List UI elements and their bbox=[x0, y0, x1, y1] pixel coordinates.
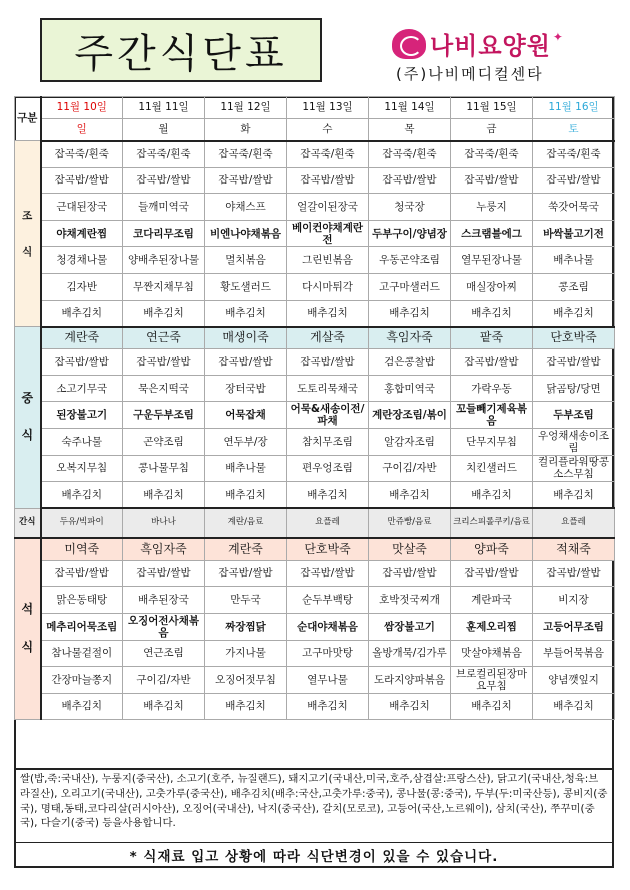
day-weekday: 금 bbox=[451, 119, 533, 141]
breakfast-menu-item: 두부구이/양념장 bbox=[369, 220, 451, 247]
lunch-porridge: 연근죽 bbox=[123, 327, 205, 349]
dinner-menu-item: 배추김치 bbox=[123, 693, 205, 720]
breakfast-menu-item: 잡곡죽/흰죽 bbox=[41, 141, 123, 168]
logo-company: (주)나비메디컬센타 bbox=[396, 65, 544, 83]
dinner-menu-item: 계란파국 bbox=[451, 587, 533, 614]
dinner-menu-item: 잡곡밥/쌀밥 bbox=[451, 560, 533, 587]
breakfast-menu-item: 잡곡죽/흰죽 bbox=[369, 141, 451, 168]
breakfast-menu-item: 잡곡밥/쌀밥 bbox=[533, 167, 615, 194]
dinner-menu-item: 배추김치 bbox=[41, 693, 123, 720]
breakfast-menu-item: 잡곡죽/흰죽 bbox=[451, 141, 533, 168]
snack-item: 바나나 bbox=[123, 508, 205, 538]
dinner-menu-item: 배추김치 bbox=[205, 693, 287, 720]
dinner-menu-item: 맑은동태탕 bbox=[41, 587, 123, 614]
dinner-menu-item: 고구마맛탕 bbox=[287, 640, 369, 667]
breakfast-menu-item: 배추김치 bbox=[41, 300, 123, 327]
breakfast-menu-item: 배추나물 bbox=[533, 247, 615, 274]
breakfast-menu-item: 스크램블에그 bbox=[451, 220, 533, 247]
lunch-label bbox=[15, 327, 41, 509]
lunch-menu-item: 잡곡밥/쌀밥 bbox=[451, 349, 533, 376]
lunch-menu-item: 어묵잡채 bbox=[205, 402, 287, 429]
breakfast-menu-item: 들깨미역국 bbox=[123, 194, 205, 221]
dinner-porridge: 미역죽 bbox=[41, 538, 123, 560]
day-weekday: 목 bbox=[369, 119, 451, 141]
dinner-menu-item: 부들어묵볶음 bbox=[533, 640, 615, 667]
lunch-menu-item: 가락우동 bbox=[451, 375, 533, 402]
breakfast-menu-item: 열무된장나물 bbox=[451, 247, 533, 274]
lunch-menu-item: 알감자조림 bbox=[369, 428, 451, 455]
lunch-menu-item: 잡곡밥/쌀밥 bbox=[533, 349, 615, 376]
breakfast-menu-item: 고구마샐러드 bbox=[369, 273, 451, 300]
dinner-menu-item: 잡곡밥/쌀밥 bbox=[533, 560, 615, 587]
dinner-menu-item: 간장마늘쫑지 bbox=[41, 667, 123, 694]
dinner-porridge: 양파죽 bbox=[451, 538, 533, 560]
lunch-porridge: 흑임자죽 bbox=[369, 327, 451, 349]
breakfast-menu-item: 잡곡밥/쌀밥 bbox=[369, 167, 451, 194]
origin-notes: 쌀(밥,죽:국내산), 누룽지(중국산), 소고기(호주, 뉴질랜드), 돼지고기(국내산,미국,호주,삼겹살:프랑스산), 닭고기(국내산,청육:브라질산), 오리고기(국내산), 고춧가루(중국산), 배추김치(배추:국산,고춧가루:중국), 콩나물(콩:중국), 두부(두:미국산등), 콩비지(중국), 명태,동태,코다리살(러시아산), 오징어(국내산), 낙지(중국산), 갈치(모로코), 고등어(국산,노르웨이), 삼치(국산), 쭈꾸미(중국), 다슬기(중국) 등을사용합니다. bbox=[16, 768, 612, 842]
lunch-menu-item: 어묵&새송이전/파채 bbox=[287, 402, 369, 429]
lunch-menu-item: 배추김치 bbox=[533, 482, 615, 509]
dinner-menu-item: 잡곡밥/쌀밥 bbox=[205, 560, 287, 587]
dinner-menu-item: 연근조림 bbox=[123, 640, 205, 667]
dinner-menu-item: 오징어젓무침 bbox=[205, 667, 287, 694]
dinner-menu-item: 호박젓국찌개 bbox=[369, 587, 451, 614]
breakfast-menu-item: 잡곡죽/흰죽 bbox=[287, 141, 369, 168]
dinner-menu-item: 배추김치 bbox=[451, 693, 533, 720]
lunch-menu-item: 잡곡밥/쌀밥 bbox=[41, 349, 123, 376]
lunch-menu-item: 배추나물 bbox=[205, 455, 287, 482]
lunch-menu-item: 구운두부조림 bbox=[123, 402, 205, 429]
breakfast-menu-item: 베이컨야채계란전 bbox=[287, 220, 369, 247]
lunch-label-char: 식 bbox=[21, 428, 34, 443]
breakfast-menu-item: 근대된장국 bbox=[41, 194, 123, 221]
breakfast-menu-item: 배추김치 bbox=[287, 300, 369, 327]
snack-label: 간식 bbox=[15, 508, 41, 538]
breakfast-menu-item: 잡곡죽/흰죽 bbox=[533, 141, 615, 168]
dinner-menu-item: 고등어무조림 bbox=[533, 613, 615, 640]
day-weekday: 화 bbox=[205, 119, 287, 141]
lunch-menu-item: 계란장조림/볶이 bbox=[369, 402, 451, 429]
dinner-porridge: 적채죽 bbox=[533, 538, 615, 560]
lunch-menu-item: 잡곡밥/쌀밥 bbox=[123, 349, 205, 376]
dinner-menu-item: 잡곡밥/쌀밥 bbox=[287, 560, 369, 587]
breakfast-menu-item: 청국장 bbox=[369, 194, 451, 221]
lunch-label-char: 중 bbox=[21, 390, 34, 405]
dinner-menu-item: 비지장 bbox=[533, 587, 615, 614]
lunch-menu-item: 잡곡밥/쌀밥 bbox=[205, 349, 287, 376]
snack-item: 요플레 bbox=[533, 508, 615, 538]
lunch-porridge: 팥죽 bbox=[451, 327, 533, 349]
dinner-menu-item: 가지나물 bbox=[205, 640, 287, 667]
breakfast-menu-item: 배추김치 bbox=[451, 300, 533, 327]
logo bbox=[392, 26, 602, 88]
dinner-menu-item: 양념깻잎지 bbox=[533, 667, 615, 694]
snack-item: 만쥬빵/음료 bbox=[369, 508, 451, 538]
day-date: 11월 14일 bbox=[369, 97, 451, 119]
day-date: 11월 11일 bbox=[123, 97, 205, 119]
day-weekday: 일 bbox=[41, 119, 123, 141]
breakfast-menu-item: 배추김치 bbox=[205, 300, 287, 327]
breakfast-menu-item: 코다리무조림 bbox=[123, 220, 205, 247]
day-date: 11월 13일 bbox=[287, 97, 369, 119]
breakfast-menu-item: 잡곡밥/쌀밥 bbox=[451, 167, 533, 194]
lunch-menu-item: 두부조림 bbox=[533, 402, 615, 429]
lunch-menu-item: 우엉채새송이조림 bbox=[533, 428, 615, 455]
snack-item: 크리스피롤쿠키/음료 bbox=[451, 508, 533, 538]
lunch-menu-item: 치킨샐러드 bbox=[451, 455, 533, 482]
lunch-porridge: 매생이죽 bbox=[205, 327, 287, 349]
dinner-menu-item: 도라지양파볶음 bbox=[369, 667, 451, 694]
lunch-menu-item: 구이김/자반 bbox=[369, 455, 451, 482]
lunch-menu-item: 검은콩찰밥 bbox=[369, 349, 451, 376]
sparkle-icon: ✦ bbox=[552, 29, 563, 44]
lunch-menu-item: 도토리묵채국 bbox=[287, 375, 369, 402]
lunch-porridge: 단호박죽 bbox=[533, 327, 615, 349]
lunch-menu-item: 잡곡밥/쌀밥 bbox=[287, 349, 369, 376]
breakfast-menu-item: 배추김치 bbox=[369, 300, 451, 327]
lunch-menu-item: 콩나물무침 bbox=[123, 455, 205, 482]
dinner-menu-item: 참나물겉절이 bbox=[41, 640, 123, 667]
breakfast-menu-item: 잡곡죽/흰죽 bbox=[205, 141, 287, 168]
snack-item: 두유/빅파이 bbox=[41, 508, 123, 538]
dinner-menu-item: 배추김치 bbox=[287, 693, 369, 720]
lunch-menu-item: 배추김치 bbox=[287, 482, 369, 509]
lunch-menu-item: 컬리플라워땅콩소스무침 bbox=[533, 455, 615, 482]
lunch-porridge: 계란죽 bbox=[41, 327, 123, 349]
dinner-menu-item: 잡곡밥/쌀밥 bbox=[41, 560, 123, 587]
snack-item: 요플레 bbox=[287, 508, 369, 538]
breakfast-menu-item: 잡곡밥/쌀밥 bbox=[123, 167, 205, 194]
dinner-menu-item: 잡곡밥/쌀밥 bbox=[369, 560, 451, 587]
breakfast-menu-item: 매실장아찌 bbox=[451, 273, 533, 300]
dinner-menu-item: 구이김/자반 bbox=[123, 667, 205, 694]
day-date: 11월 12일 bbox=[205, 97, 287, 119]
lunch-menu-item: 편우엉조림 bbox=[287, 455, 369, 482]
breakfast-menu-item: 야채스프 bbox=[205, 194, 287, 221]
breakfast-menu-item: 배추김치 bbox=[123, 300, 205, 327]
lunch-menu-item: 닭곰탕/당면 bbox=[533, 375, 615, 402]
dinner-menu-item: 메추리어묵조림 bbox=[41, 613, 123, 640]
breakfast-menu-item: 쑥갓어묵국 bbox=[533, 194, 615, 221]
weekly-menu-table bbox=[14, 96, 615, 720]
breakfast-menu-item: 잡곡밥/쌀밥 bbox=[205, 167, 287, 194]
dinner-menu-item: 만두국 bbox=[205, 587, 287, 614]
breakfast-menu-item: 배추김치 bbox=[533, 300, 615, 327]
dinner-porridge: 단호박죽 bbox=[287, 538, 369, 560]
breakfast-label-char: 식 bbox=[22, 245, 33, 258]
lunch-menu-item: 묵은지떡국 bbox=[123, 375, 205, 402]
dinner-menu-item: 순대야채볶음 bbox=[287, 613, 369, 640]
lunch-menu-item: 꼬들빼기제육볶음 bbox=[451, 402, 533, 429]
page-title: 주간식단표 bbox=[40, 18, 322, 82]
lunch-menu-item: 숙주나물 bbox=[41, 428, 123, 455]
lunch-menu-item: 된장불고기 bbox=[41, 402, 123, 429]
dinner-menu-item: 쌈장불고기 bbox=[369, 613, 451, 640]
breakfast-label bbox=[15, 141, 41, 327]
day-weekday: 토 bbox=[533, 119, 615, 141]
lunch-menu-item: 배추김치 bbox=[205, 482, 287, 509]
lunch-menu-item: 배추김치 bbox=[123, 482, 205, 509]
breakfast-menu-item: 김자반 bbox=[41, 273, 123, 300]
day-date: 11월 15일 bbox=[451, 97, 533, 119]
breakfast-menu-item: 다시마튀각 bbox=[287, 273, 369, 300]
breakfast-menu-item: 얼갈이된장국 bbox=[287, 194, 369, 221]
butterfly-logo-icon bbox=[392, 29, 426, 59]
dinner-porridge: 흑임자죽 bbox=[123, 538, 205, 560]
breakfast-menu-item: 청경채나물 bbox=[41, 247, 123, 274]
lunch-menu-item: 홍합미역국 bbox=[369, 375, 451, 402]
breakfast-menu-item: 잡곡밥/쌀밥 bbox=[41, 167, 123, 194]
lunch-menu-item: 배추김치 bbox=[451, 482, 533, 509]
snack-item: 계란/음료 bbox=[205, 508, 287, 538]
dinner-menu-item: 배추된장국 bbox=[123, 587, 205, 614]
dinner-menu-item: 훈제오리찜 bbox=[451, 613, 533, 640]
lunch-menu-item: 참치무조림 bbox=[287, 428, 369, 455]
dinner-menu-item: 브로컬리된장마요무침 bbox=[451, 667, 533, 694]
lunch-menu-item: 곤약조림 bbox=[123, 428, 205, 455]
lunch-porridge: 게살죽 bbox=[287, 327, 369, 349]
header-label: 구분 bbox=[15, 97, 41, 141]
dinner-porridge: 맛살죽 bbox=[369, 538, 451, 560]
dinner-porridge: 계란죽 bbox=[205, 538, 287, 560]
breakfast-menu-item: 콩조림 bbox=[533, 273, 615, 300]
day-date: 11월 10일 bbox=[41, 97, 123, 119]
dinner-menu-item: 배추김치 bbox=[533, 693, 615, 720]
breakfast-menu-item: 무짠지채무침 bbox=[123, 273, 205, 300]
breakfast-menu-item: 누룽지 bbox=[451, 194, 533, 221]
dinner-menu-item: 열무나물 bbox=[287, 667, 369, 694]
lunch-menu-item: 단무지무침 bbox=[451, 428, 533, 455]
footer-notice: * 식재료 입고 상황에 따라 식단변경이 있을 수 있습니다. bbox=[16, 842, 612, 866]
breakfast-menu-item: 양배추된장나물 bbox=[123, 247, 205, 274]
dinner-label bbox=[15, 538, 41, 720]
breakfast-menu-item: 황도샐러드 bbox=[205, 273, 287, 300]
breakfast-label-char: 조 bbox=[22, 209, 33, 222]
day-weekday: 월 bbox=[123, 119, 205, 141]
dinner-menu-item: 오징어전사채볶음 bbox=[123, 613, 205, 640]
day-weekday: 수 bbox=[287, 119, 369, 141]
breakfast-menu-item: 바싹불고기전 bbox=[533, 220, 615, 247]
breakfast-menu-item: 우동곤약조림 bbox=[369, 247, 451, 274]
dinner-menu-item: 짜장찜닭 bbox=[205, 613, 287, 640]
dinner-menu-item: 순두부백탕 bbox=[287, 587, 369, 614]
lunch-menu-item: 오복지무침 bbox=[41, 455, 123, 482]
breakfast-menu-item: 비엔나야채볶음 bbox=[205, 220, 287, 247]
lunch-menu-item: 배추김치 bbox=[369, 482, 451, 509]
lunch-menu-item: 연두부/장 bbox=[205, 428, 287, 455]
breakfast-menu-item: 그린빈볶음 bbox=[287, 247, 369, 274]
dinner-label-char: 식 bbox=[21, 640, 34, 655]
breakfast-menu-item: 잡곡죽/흰죽 bbox=[123, 141, 205, 168]
breakfast-menu-item: 야채계란찜 bbox=[41, 220, 123, 247]
lunch-menu-item: 배추김치 bbox=[41, 482, 123, 509]
dinner-menu-item: 잡곡밥/쌀밥 bbox=[123, 560, 205, 587]
breakfast-menu-item: 잡곡밥/쌀밥 bbox=[287, 167, 369, 194]
dinner-label-char: 석 bbox=[21, 602, 34, 617]
lunch-menu-item: 장터국밥 bbox=[205, 375, 287, 402]
dinner-menu-item: 배추김치 bbox=[369, 693, 451, 720]
breakfast-menu-item: 멸치볶음 bbox=[205, 247, 287, 274]
lunch-menu-item: 소고기무국 bbox=[41, 375, 123, 402]
logo-brand: 나비요양원 bbox=[430, 32, 551, 60]
dinner-menu-item: 올방개묵/김가루 bbox=[369, 640, 451, 667]
day-date: 11월 16일 bbox=[533, 97, 615, 119]
dinner-menu-item: 맛살야채볶음 bbox=[451, 640, 533, 667]
